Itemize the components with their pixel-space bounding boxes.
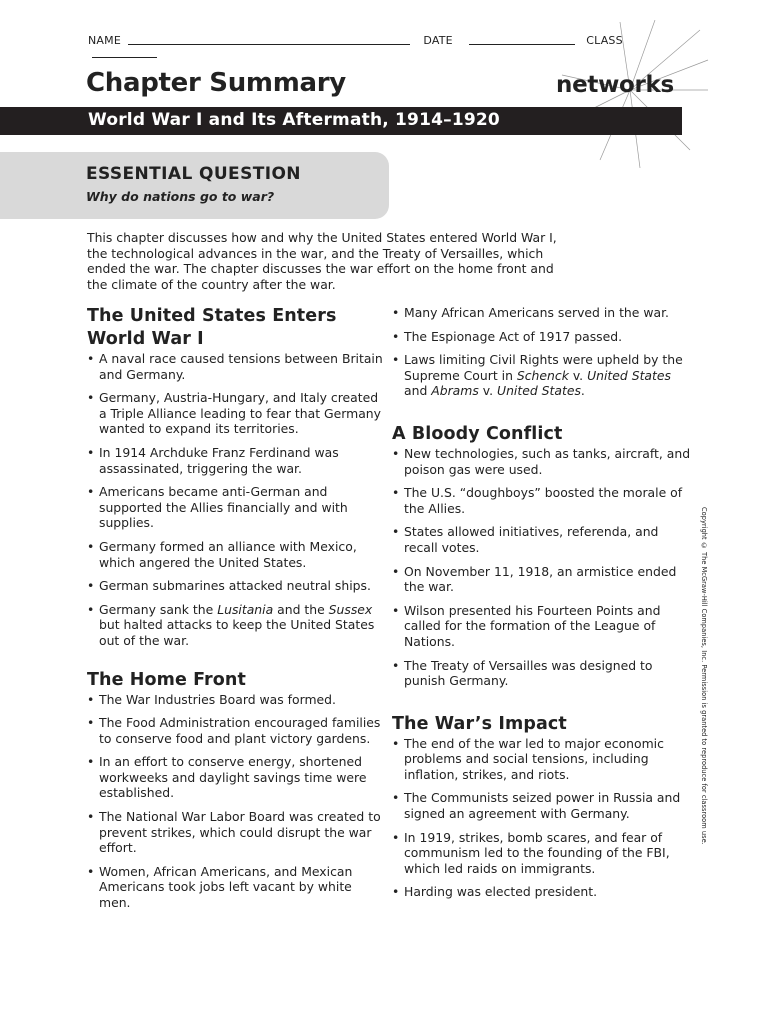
name-label: NAME bbox=[88, 34, 121, 47]
list-item: • The National War Labor Board was created to prevent strikes, which could disrupt the war effort. bbox=[87, 809, 387, 856]
networks-logo: networks bbox=[556, 72, 674, 98]
list-item: • The Espionage Act of 1917 passed. bbox=[392, 329, 692, 345]
list-item: • The War Industries Board was formed. bbox=[87, 692, 387, 708]
section-title-enters-line1: The United States Enters bbox=[87, 306, 337, 326]
list-item: • The Communists seized power in Russia and signed an agreement with Germany. bbox=[392, 790, 692, 821]
list-item: • On November 11, 1918, an armistice ended the war. bbox=[392, 564, 692, 595]
list-item: • The U.S. “doughboys” boosted the morale of the Allies. bbox=[392, 485, 692, 516]
list-item bbox=[87, 602, 387, 649]
date-blank[interactable] bbox=[469, 34, 575, 45]
list-item: • States allowed initiatives, referenda, and recall votes. bbox=[392, 524, 692, 555]
list-item: • New technologies, such as tanks, aircraft, and poison gas were used. bbox=[392, 446, 692, 477]
text-run: v. bbox=[568, 367, 588, 383]
home-list bbox=[87, 692, 387, 911]
class-blank[interactable] bbox=[92, 47, 157, 58]
intro-paragraph: This chapter discusses how and why the United States entered World War I, the technological advances in the war, and the Treaty of Versailles, which ended the war. The chapter discusses the war effort on the home front and the climate of the country after the war. bbox=[87, 230, 557, 292]
section-title-impact: The War’s Impact bbox=[392, 713, 567, 734]
essential-question-heading: ESSENTIAL QUESTION bbox=[86, 164, 301, 184]
section-title-bloody: A Bloody Conflict bbox=[392, 423, 563, 444]
case-name: United States bbox=[497, 383, 581, 399]
list-item: • Harding was elected president. bbox=[392, 884, 692, 900]
essential-question-text: Why do nations go to war? bbox=[86, 189, 275, 204]
list-item: • A naval race caused tensions between Britain and Germany. bbox=[87, 351, 387, 382]
list-item: • The Treaty of Versailles was designed to punish Germany. bbox=[392, 658, 692, 689]
case-name: Abrams bbox=[431, 383, 479, 399]
date-label: DATE bbox=[423, 34, 453, 47]
case-name: United States bbox=[587, 367, 671, 383]
ship-name: Sussex bbox=[328, 601, 373, 617]
text-run: but halted attacks to keep the United States out of the war. bbox=[99, 617, 375, 648]
section-title-enters-line2: World War I bbox=[87, 329, 204, 349]
list-item: • The end of the war led to major economic problems and social tensions, including inflation, strikes, and riots. bbox=[392, 736, 692, 783]
list-item: • In an effort to conserve energy, shortened workweeks and daylight savings time were established. bbox=[87, 754, 387, 801]
list-item: • Germany, Austria-Hungary, and Italy created a Triple Alliance leading to fear that Germany wanted to expand its territories. bbox=[87, 390, 387, 437]
case-name: Schenck bbox=[516, 367, 569, 383]
chapter-banner bbox=[0, 107, 682, 135]
name-blank[interactable] bbox=[128, 34, 410, 45]
enters-list bbox=[87, 351, 387, 649]
list-item: • Women, African Americans, and Mexican Americans took jobs left vacant by white men. bbox=[87, 864, 387, 911]
list-item: • In 1919, strikes, bomb scares, and fear of communism led to the founding of the FBI, which led raids on immigrants. bbox=[392, 830, 692, 877]
list-item bbox=[392, 352, 692, 399]
text-run: and the bbox=[273, 601, 329, 617]
list-item: • The Food Administration encouraged families to conserve food and plant victory gardens. bbox=[87, 715, 387, 746]
copyright-notice: Copyright © The McGraw-Hill Companies, Inc. Permission is granted to reproduce for classroom use. bbox=[700, 507, 708, 845]
impact-list bbox=[392, 736, 692, 900]
section-title-enters bbox=[87, 305, 387, 351]
text-run: Laws limiting Civil Rights were upheld by the Supreme Court in bbox=[404, 352, 683, 383]
text-run: . bbox=[580, 383, 585, 399]
left-column bbox=[87, 305, 387, 919]
right-column bbox=[392, 305, 692, 908]
list-item: • German submarines attacked neutral ships. bbox=[87, 578, 387, 594]
text-run: Germany sank the bbox=[99, 601, 218, 617]
list-item: • Germany formed an alliance with Mexico, which angered the United States. bbox=[87, 539, 387, 570]
list-item: • Wilson presented his Fourteen Points and called for the formation of the League of Nations. bbox=[392, 603, 692, 650]
text-run: v. bbox=[478, 383, 497, 399]
page-title: Chapter Summary bbox=[86, 68, 346, 98]
bloody-list bbox=[392, 446, 692, 689]
ship-name: Lusitania bbox=[217, 601, 274, 617]
list-item: • Many African Americans served in the war. bbox=[392, 305, 692, 321]
text-run: and bbox=[404, 383, 432, 399]
continued-list bbox=[392, 305, 692, 399]
list-item: • Americans became anti-German and supported the Allies financially and with supplies. bbox=[87, 484, 387, 531]
section-title-home: The Home Front bbox=[87, 669, 246, 690]
chapter-subtitle: World War I and Its Aftermath, 1914–1920 bbox=[88, 110, 500, 130]
essential-question-box bbox=[0, 152, 389, 219]
list-item: • In 1914 Archduke Franz Ferdinand was assassinated, triggering the war. bbox=[87, 445, 387, 476]
class-label: CLASS bbox=[586, 34, 623, 47]
